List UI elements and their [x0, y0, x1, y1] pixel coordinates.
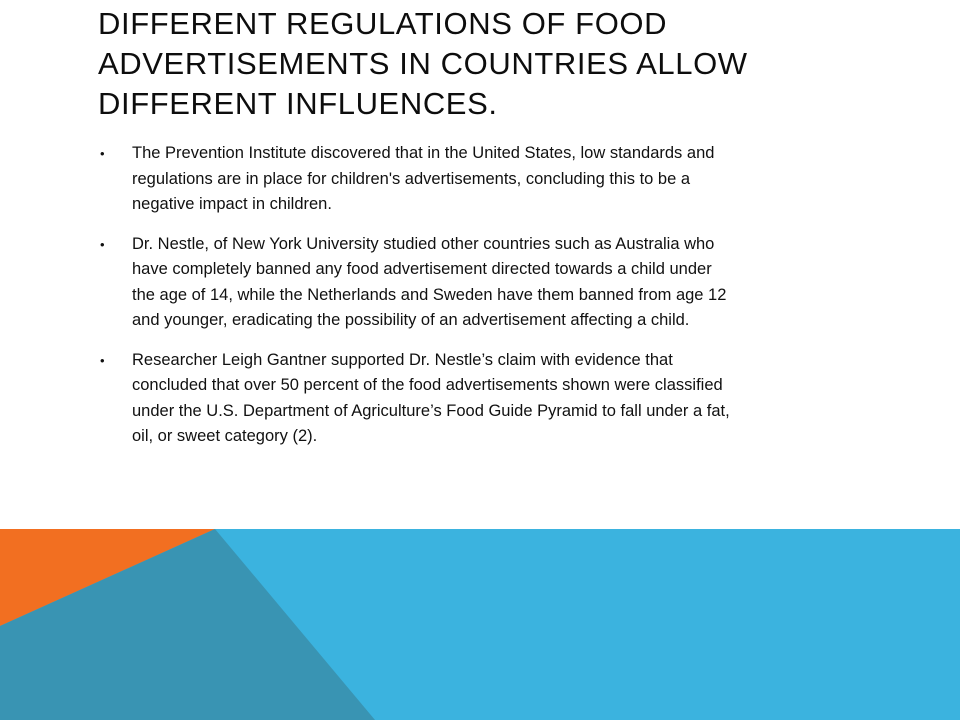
- slide-title-line-3: DIFFERENT INFLUENCES.: [98, 86, 498, 121]
- bullet-marker: •: [100, 236, 105, 252]
- slide-title-line-2: ADVERTISEMENTS IN COUNTRIES ALLOW: [98, 46, 748, 81]
- bullet-text-line: Researcher Leigh Gantner supported Dr. Nestle’s claim with evidence that: [132, 350, 673, 369]
- bullet-item-leigh-gantner: [100, 348, 880, 450]
- bullet-marker: •: [100, 352, 105, 368]
- slide-title: [98, 4, 898, 124]
- bullet-text-line: and younger, eradicating the possibility of an advertisement affecting a child.: [132, 311, 690, 329]
- bullet-item-dr-nestle: [100, 232, 880, 334]
- bullet-text-line: oil, or sweet category (2).: [132, 427, 318, 445]
- bullet-text-line: regulations are in place for children's advertisements, concluding this to be a: [132, 169, 691, 188]
- decorative-footer-band: [0, 529, 960, 720]
- bullet-text-line: have completely banned any food advertisement directed towards a child under: [132, 260, 712, 278]
- bullet-text-line: under the U.S. Department of Agriculture’s Food Guide Pyramid to fall under a fat,: [132, 401, 730, 420]
- bullet-text-line: Dr. Nestle, of New York University studied other countries such as Australia who: [132, 234, 715, 253]
- bullet-text-line: the age of 14, while the Netherlands and Sweden have them banned from age 12: [132, 285, 727, 304]
- bullet-text-line: negative impact in children.: [132, 195, 332, 213]
- slide-title-line-1: DIFFERENT REGULATIONS OF FOOD: [98, 6, 668, 41]
- bullet-text-line: concluded that over 50 percent of the food advertisements shown were classified: [132, 376, 723, 394]
- bullet-marker: •: [100, 146, 105, 161]
- bullet-text-line: The Prevention Institute discovered that in the United States, low standards and: [132, 144, 715, 162]
- bullet-list: [100, 141, 880, 464]
- bullet-item-prevention-institute: [100, 141, 880, 218]
